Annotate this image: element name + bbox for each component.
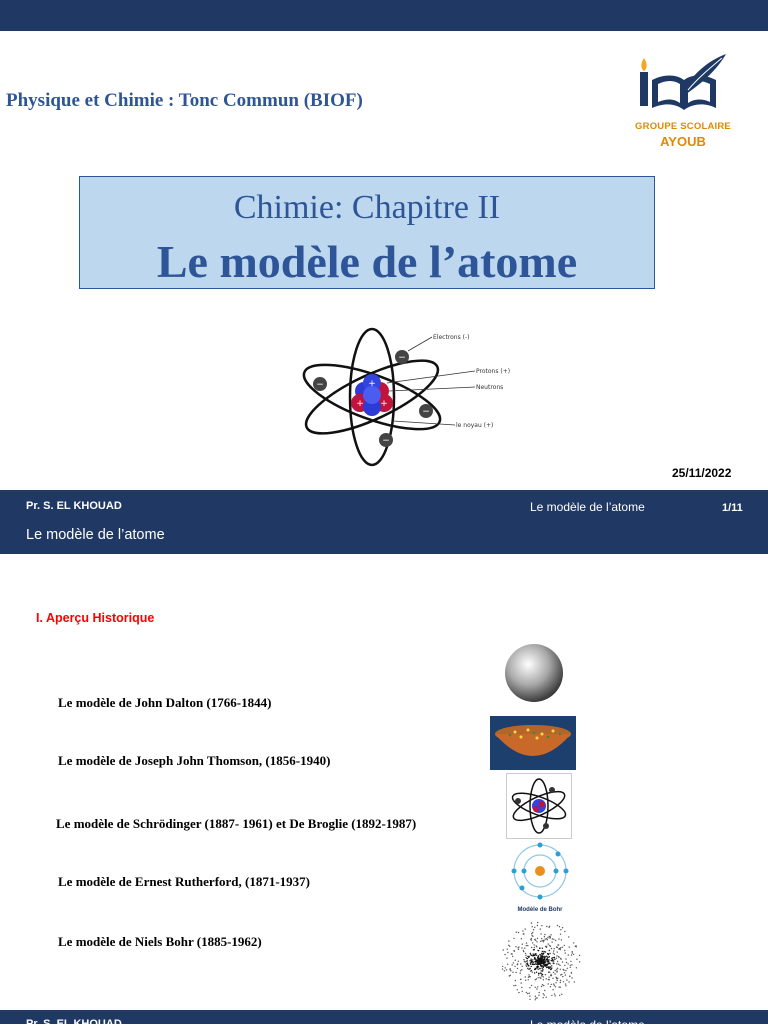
subject-title: Physique et Chimie : Tonc Commun (BIOF) [6,90,363,111]
thomson-pudding-image [490,716,576,770]
model-schrodinger-text: Le modèle de Schrödinger (1887- 1961) et De Broglie (1892-1987) [56,816,417,831]
electron-cloud-image [498,918,584,1004]
footer-topic-next: Le modèle de l’atome [530,1018,645,1032]
svg-text:+: + [380,399,388,409]
label-electrons: Electrons (-) [433,334,470,341]
title-box [79,176,655,289]
main-title: Le modèle de l’atome [156,236,578,287]
top-bar [0,0,768,31]
svg-text:−: − [382,436,390,446]
footer-author-next: Pr. S. EL KHOUAD [26,1018,122,1030]
model-dalton-text: Le modèle de John Dalton (1766-1844) [58,695,272,710]
footer-bar-next [0,1010,768,1032]
model-thomson-text: Le modèle de Joseph John Thomson, (1856-1940) [58,753,331,768]
svg-text:+: + [356,399,364,409]
book-quill-icon [618,50,748,122]
footer-section-title: Le modèle de l’atome [26,527,165,543]
footer-bar [0,490,768,554]
chapter-title: Chimie: Chapitre II [233,189,501,226]
svg-text:−: − [398,353,406,363]
logo-text-line1: GROUPE SCOLAIRE [635,121,731,132]
rutherford-bohr-image [508,842,572,912]
footer-topic: Le modèle de l’atome [530,500,645,514]
svg-text:−: − [422,407,430,417]
page-number: 1/11 [722,502,743,514]
section-heading: I. Aperçu Historique [36,611,155,625]
svg-text:+: + [368,379,376,389]
label-noyau: le noyau (+) [456,422,494,429]
label-protons: Protons (+) [476,368,511,375]
model-bohr-text: Le modèle de Niels Bohr (1885-1962) [58,934,262,949]
footer-author: Pr. S. EL KHOUAD [26,500,122,512]
model-rutherford-text: Le modèle de Ernest Rutherford, (1871-1937) [58,874,311,889]
slide-date: 25/11/2022 [672,466,732,480]
schrodinger-atom-image [506,773,572,839]
svg-text:−: − [316,380,324,390]
school-logo [618,50,748,150]
logo-text-line2: AYOUB [660,134,706,149]
atom-diagram [290,315,520,475]
bohr-caption: Modèle de Bohr [517,907,563,913]
dalton-sphere-image [500,642,568,704]
label-neutrons: Neutrons [476,384,504,391]
